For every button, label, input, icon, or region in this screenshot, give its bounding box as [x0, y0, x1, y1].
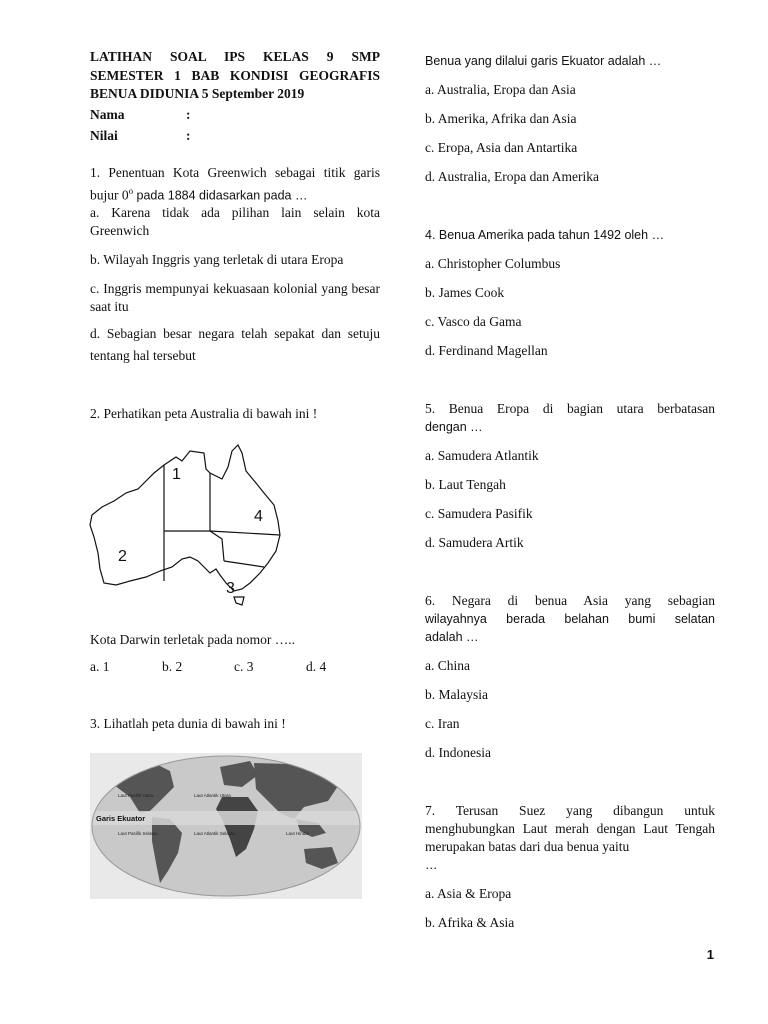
map-label-4: 4: [254, 508, 263, 525]
question-5-option-c: c. Samudera Pasifik: [425, 506, 533, 521]
question-3-option-b: b. Amerika, Afrika dan Asia: [425, 111, 577, 126]
question-2-option-b: b. 2: [162, 659, 183, 674]
question-2-option-c: c. 3: [234, 659, 254, 674]
question-4-option-d: d. Ferdinand Magellan: [425, 343, 548, 358]
map-atlantik-utara-label: Laut Atlantik Utara: [194, 793, 231, 798]
question-3: 3. Lihatlah peta dunia di bawah ini !: [90, 716, 286, 731]
question-3-option-a: a. Australia, Eropa dan Asia: [425, 82, 576, 97]
left-column: [90, 48, 380, 899]
world-map: [90, 753, 362, 899]
nilai-row: [90, 125, 380, 146]
nilai-label: Nilai: [90, 127, 118, 143]
question-5-line-2: dengan …: [425, 420, 483, 434]
question-4-option-b: b. James Cook: [425, 285, 505, 300]
question-7-option-a: a. Asia & Eropa: [425, 886, 512, 901]
question-6-option-b: b. Malaysia: [425, 687, 488, 702]
question-6-option-a: a. China: [425, 658, 470, 673]
question-4-option-a: a. Christopher Columbus: [425, 256, 561, 271]
question-7-ellipsis: …: [425, 858, 438, 872]
nilai-colon: :: [186, 127, 191, 143]
question-1: [90, 164, 380, 205]
question-2-options: [90, 659, 380, 675]
question-2-prompt: [90, 631, 380, 649]
nama-colon: :: [186, 106, 191, 122]
question-5-option-b: b. Laut Tengah: [425, 477, 506, 492]
document-title: LATIHAN SOAL IPS KELAS 9 SMP SEMESTER 1 BAB KONDISI GEOGRAFIS BENUA DIDUNIA 5 September 2019: [90, 49, 380, 101]
question-2-prompt-text: Kota Darwin terletak pada nomor …..: [90, 632, 296, 647]
question-2-option-d: d. 4: [306, 659, 327, 674]
question-6-option-c: c. Iran: [425, 716, 460, 731]
question-3-option-c: c. Eropa, Asia dan Antartika: [425, 140, 578, 155]
question-7: 7. Terusan Suez yang dibangun untuk menghubungkan Laut merah dengan Laut Tengah merupakan batas dari dua benua yaitu: [425, 803, 715, 854]
map-pasifik-selatan-label: Laut Pasifik Selatan: [118, 831, 158, 836]
question-1-text-b: pada 1884 didasarkan pada …: [136, 188, 308, 202]
question-1-option-b: b. Wilayah Inggris yang terletak di utara Eropa: [90, 252, 344, 267]
question-6-line-1: 6. Negara di benua Asia yang sebagian: [425, 593, 715, 608]
question-1-option-a: a. Karena tidak ada pilihan lain selain kota Greenwich: [90, 205, 380, 238]
question-3-prompt: Benua yang dilalui garis Ekuator adalah …: [425, 54, 662, 68]
australia-map-svg: [88, 443, 338, 613]
map-hindia-label: Laut Hindia: [286, 831, 309, 836]
question-5-option-a: a. Samudera Atlantik: [425, 448, 539, 463]
map-atlantik-selatan-label: Laut Atlantik Selatan: [194, 831, 236, 836]
map-pasifik-utara-label: Laut Pasifik Utara: [118, 793, 154, 798]
map-label-2: 2: [118, 548, 127, 565]
question-5-line-1: 5. Benua Eropa di bagian utara berbatasan: [425, 401, 715, 416]
question-6-line-3: adalah …: [425, 630, 479, 644]
question-6-line-2: wilayahnya berada belahan bumi selatan: [425, 612, 715, 626]
nama-row: [90, 104, 380, 125]
australia-map: [88, 443, 338, 613]
question-4: 4. Benua Amerika pada tahun 1492 oleh …: [425, 228, 665, 242]
map-ekuator-label: Garis Ekuator: [96, 814, 146, 823]
question-5-option-d: d. Samudera Artik: [425, 535, 524, 550]
question-2-option-a: a. 1: [90, 659, 110, 674]
question-6-option-d: d. Indonesia: [425, 745, 491, 760]
question-2: 2. Perhatikan peta Australia di bawah ini !: [90, 406, 318, 421]
question-1-text-a: 1. Penentuan Kota Greenwich sebagai titik garis bujur 0: [90, 164, 380, 202]
map-label-3: 3: [226, 580, 235, 597]
question-3-option-d: d. Australia, Eropa dan Amerika: [425, 169, 599, 184]
nama-label: Nama: [90, 106, 125, 122]
question-1-option-c: c. Inggris mempunyai kekuasaan kolonial yang besar saat itu: [90, 281, 380, 314]
page-number: 1: [706, 947, 714, 962]
question-7-option-b: b. Afrika & Asia: [425, 915, 515, 930]
degree-symbol: o: [128, 185, 134, 196]
question-1-option-d: d. Sebagian besar negara telah sepakat dan setuju tentang hal tersebut: [90, 326, 380, 363]
right-column: [425, 52, 715, 932]
map-label-1: 1: [172, 466, 181, 483]
question-4-option-c: c. Vasco da Gama: [425, 314, 522, 329]
world-map-svg: [90, 753, 362, 899]
